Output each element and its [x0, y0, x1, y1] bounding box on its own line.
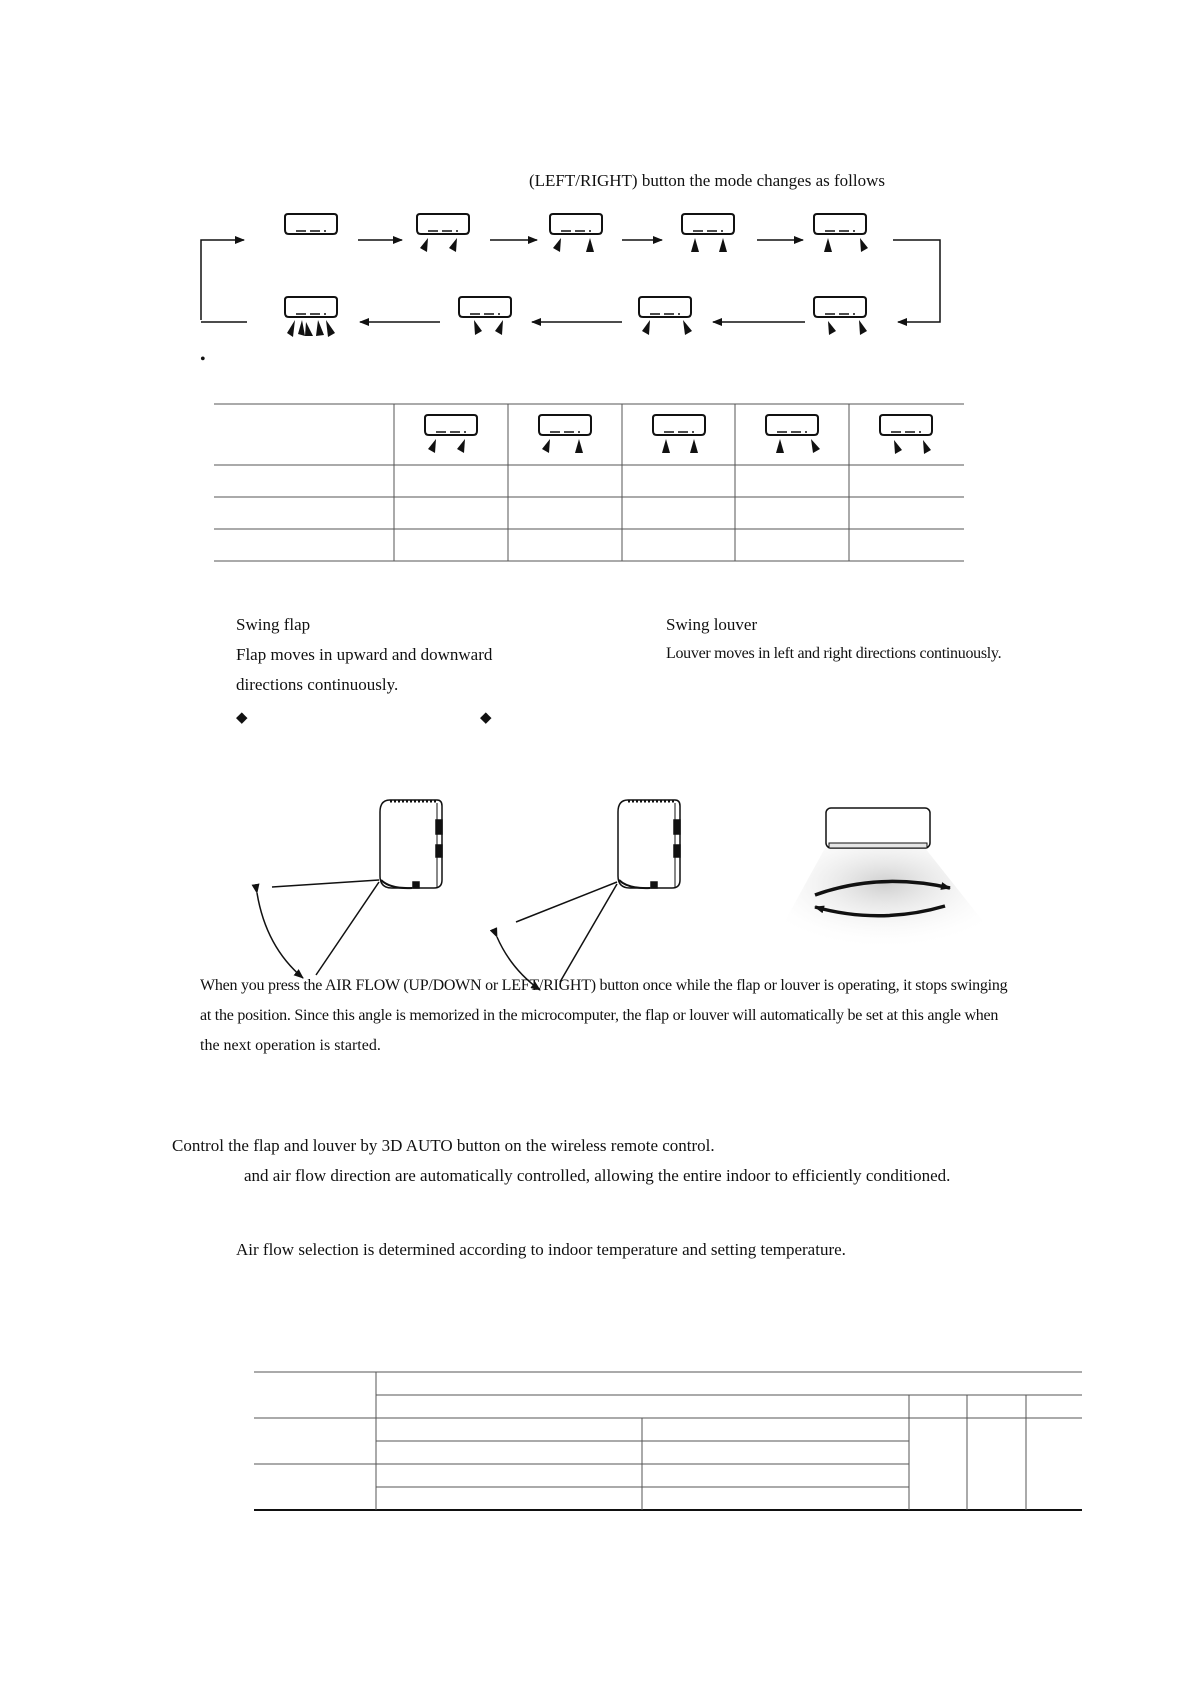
table-icon-4 [766, 415, 820, 453]
mode-cycle-diagram [201, 214, 940, 337]
diamond-marker-2: ◆ [480, 710, 492, 726]
bullet-mark: • [200, 351, 206, 368]
stop-note-line-1: When you press the AIR FLOW (UP/DOWN or LEFT/RIGHT) button once while the flap or louver is operating, it stops swinging [200, 977, 1008, 994]
diamond-marker-1: ◆ [236, 710, 248, 726]
cycle-unit-1 [285, 214, 337, 234]
stop-note-line-3: the next operation is started. [200, 1037, 381, 1054]
direction-table [214, 404, 964, 561]
swing-flap-desc-1: Flap moves in upward and downward [236, 645, 493, 664]
auto3d-table [254, 1372, 1082, 1510]
cycle-unit-2 [417, 214, 469, 252]
auto3d-line-1: Control the flap and louver by 3D AUTO button on the wireless remote control. [172, 1136, 715, 1155]
cycle-unit-7 [639, 297, 692, 335]
flap-illustration-1 [257, 800, 442, 978]
table-icon-2 [539, 415, 591, 453]
cycle-unit-6 [459, 297, 511, 335]
louver-illustration [780, 808, 990, 950]
table-icon-1 [425, 415, 477, 453]
table-header-icons [425, 415, 932, 454]
cycle-unit-5 [814, 214, 868, 252]
auto3d-line-2: and air flow direction are automatically controlled, allowing the entire indoor to efficiently conditioned. [244, 1166, 951, 1185]
stop-note-line-2: at the position. Since this angle is memorized in the microcomputer, the flap or louver will automatically be set at this angle when [200, 1007, 999, 1024]
cycle-unit-4 [682, 214, 734, 252]
swing-louver-desc: Louver moves in left and right directions continuously. [666, 645, 1002, 662]
cycle-caption: (LEFT/RIGHT) button the mode changes as follows [529, 171, 885, 190]
table-icon-3 [653, 415, 705, 453]
cycle-unit-3 [550, 214, 602, 252]
table-icon-5 [880, 415, 932, 454]
swing-flap-title: Swing flap [236, 615, 311, 634]
flap-illustration-2 [497, 800, 680, 990]
swing-flap-desc-2: directions continuously. [236, 675, 399, 694]
auto3d-line-3: Air flow selection is determined according to indoor temperature and setting temperature. [236, 1240, 846, 1259]
cycle-unit-8 [814, 297, 867, 335]
cycle-unit-swing [285, 297, 337, 337]
swing-louver-title: Swing louver [666, 615, 758, 634]
